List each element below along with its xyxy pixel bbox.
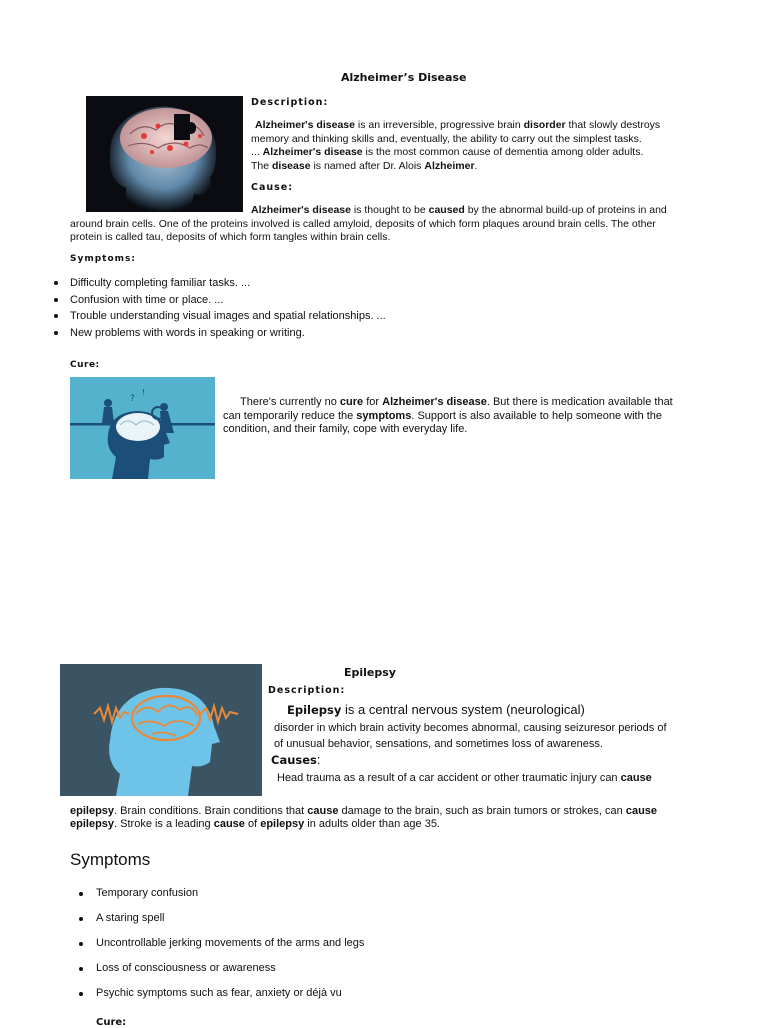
epilepsy-symptoms-list xyxy=(96,886,546,1001)
alzheimers-cure-text: There's currently no cure for Alzheimer's disease. But there is medication available that can temporarily reduce the symptoms. Support is also available to help someone with the condition, and their family, cope with everyday life. xyxy=(223,396,673,435)
alzheimers-symptoms-heading: Symptoms: xyxy=(70,254,136,264)
list-item: Difficulty completing familiar tasks. ... xyxy=(70,275,570,292)
svg-text:!: ! xyxy=(142,388,146,397)
epilepsy-causes-heading: Causes: xyxy=(271,753,321,767)
alzheimers-cause-heading: Cause: xyxy=(251,182,294,193)
list-item: A staring spell xyxy=(96,911,546,926)
list-item: Trouble understanding visual images and spatial relationships. ... xyxy=(70,308,570,325)
list-item: New problems with words in speaking or writing. xyxy=(70,325,570,342)
epilepsy-description-text: Epilepsy is a central nervous system (neurological) disorder in which brain activity becomes abnormal, causing seizuresor periods of of unusual behavior, sensations, and sometimes loss of awareness. xyxy=(274,702,667,750)
epilepsy-cure-heading: Cure: xyxy=(96,1017,127,1028)
alzheimers-title: Alzheimer’s Disease xyxy=(341,71,467,84)
epilepsy-causes-text: Head trauma as a result of a car accident or other traumatic injury can cause epilepsy. Brain conditions. Brain conditions that cause damage to the brain, such as brain tumors or strokes, can cause epilepsy. Stroke is a leading cause of epilepsy in adults older than age 35. xyxy=(70,772,658,830)
alzheimers-symptoms-list xyxy=(70,275,570,341)
list-item: Confusion with time or place. ... xyxy=(70,292,570,309)
alzheimers-cure-heading: Cure: xyxy=(70,360,100,370)
alzheimers-description-heading: Description: xyxy=(251,97,329,108)
alzheimers-brain-image xyxy=(86,96,243,212)
alzheimers-cause-text: Alzheimer's disease is thought to be caused by the abnormal build-up of proteins in and around brain cells. One of the proteins involved is called amyloid, deposits of which form plaques around brain cells. The other protein is called tau, deposits of which form tangles within brain cells. xyxy=(70,204,667,243)
epilepsy-description-heading: Description: xyxy=(268,685,346,696)
epilepsy-title: Epilepsy xyxy=(344,666,396,679)
list-item: Uncontrollable jerking movements of the arms and legs xyxy=(96,936,546,951)
list-item: Loss of consciousness or awareness xyxy=(96,961,546,976)
alzheimers-cure-image xyxy=(70,377,215,479)
list-item: Temporary confusion xyxy=(96,886,546,901)
alzheimers-description-text: Alzheimer's disease is an irreversible, progressive brain disorder that slowly destroys memory and thinking skills and, eventually, the ability to carry out the simplest tasks. ... Alzheimer's disease is the most common cause of dementia among older adults. The disease is named after Dr. Alois Alzheimer. xyxy=(251,119,661,172)
epilepsy-symptoms-heading: Symptoms xyxy=(70,850,151,869)
list-item: Psychic symptoms such as fear, anxiety or déjà vu xyxy=(96,986,546,1001)
svg-text:?: ? xyxy=(130,394,135,404)
